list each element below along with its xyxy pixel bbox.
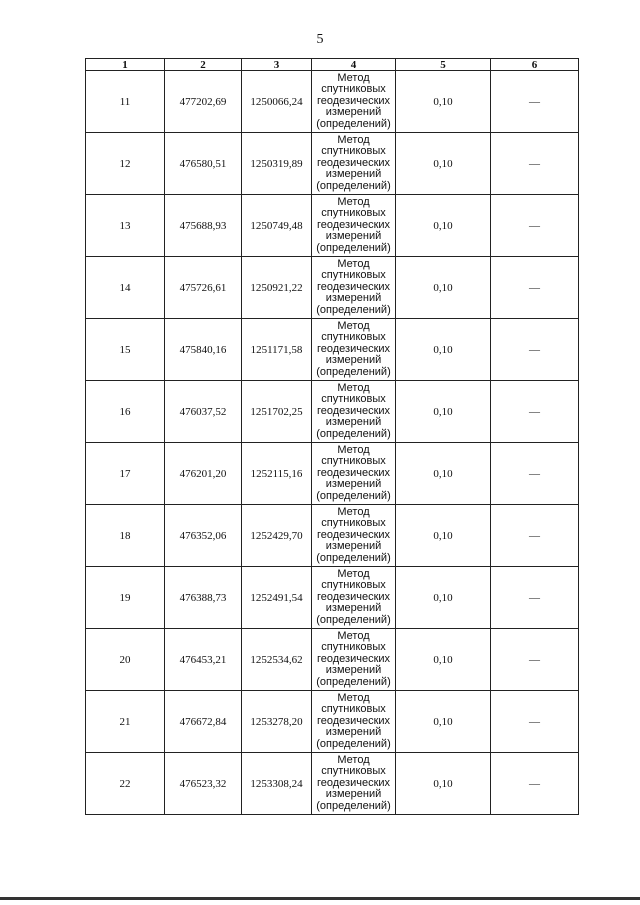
y-coordinate-cell: 1252534,62 (242, 629, 312, 691)
y-coordinate-cell: 1252115,16 (242, 443, 312, 505)
note-cell: — (491, 443, 579, 505)
header-col-4: 4 (312, 59, 396, 71)
method-line: спутниковых (321, 393, 386, 406)
accuracy-cell: 0,10 (396, 505, 491, 567)
header-col-2: 2 (165, 59, 242, 71)
header-col-6: 6 (491, 59, 579, 71)
note-cell: — (491, 195, 579, 257)
y-coordinate-cell: 1252491,54 (242, 567, 312, 629)
y-coordinate-cell: 1252429,70 (242, 505, 312, 567)
accuracy-cell: 0,10 (396, 133, 491, 195)
method-cell (312, 71, 396, 133)
note-cell: — (491, 753, 579, 815)
table-row (86, 443, 579, 505)
method-line: спутниковых (321, 145, 386, 158)
accuracy-cell: 0,10 (396, 567, 491, 629)
note-cell: — (491, 629, 579, 691)
table-row (86, 629, 579, 691)
point-number-cell: 19 (86, 567, 165, 629)
method-line: (определений) (316, 799, 391, 812)
note-cell: — (491, 505, 579, 567)
y-coordinate-cell: 1251171,58 (242, 319, 312, 381)
accuracy-cell: 0,10 (396, 257, 491, 319)
method-line: Метод (337, 567, 370, 580)
point-number-cell: 11 (86, 71, 165, 133)
bottom-scan-rule (0, 897, 640, 900)
method-line: Метод (337, 319, 370, 332)
y-coordinate-cell: 1250749,48 (242, 195, 312, 257)
method-cell (312, 381, 396, 443)
x-coordinate-cell: 476453,21 (165, 629, 242, 691)
note-cell: — (491, 691, 579, 753)
method-line: геодезических (316, 466, 391, 479)
y-coordinate-cell: 1253308,24 (242, 753, 312, 815)
method-line: Метод (337, 691, 370, 704)
method-line: (определений) (316, 737, 391, 750)
method-cell (312, 257, 396, 319)
method-line: Метод (337, 753, 370, 766)
method-cell (312, 505, 396, 567)
method-line: (определений) (316, 303, 391, 316)
method-cell (312, 691, 396, 753)
page-number: 5 (316, 32, 324, 47)
x-coordinate-cell: 476037,52 (165, 381, 242, 443)
method-line: (определений) (316, 179, 391, 192)
accuracy-cell: 0,10 (396, 443, 491, 505)
method-line: спутниковых (321, 703, 386, 716)
accuracy-cell: 0,10 (396, 629, 491, 691)
method-line: измерений (325, 416, 382, 429)
method-line: измерений (325, 354, 382, 367)
y-coordinate-cell: 1250319,89 (242, 133, 312, 195)
method-line: Метод (337, 381, 370, 394)
point-number-cell: 14 (86, 257, 165, 319)
table-row (86, 567, 579, 629)
method-line: геодезических (316, 590, 391, 603)
method-line: спутниковых (321, 517, 386, 530)
method-line: Метод (337, 629, 370, 642)
method-line: геодезических (316, 280, 391, 293)
table-row (86, 319, 579, 381)
method-line: измерений (325, 726, 382, 739)
point-number-cell: 16 (86, 381, 165, 443)
accuracy-cell: 0,10 (396, 753, 491, 815)
point-number-cell: 22 (86, 753, 165, 815)
method-cell (312, 629, 396, 691)
method-line: измерений (325, 292, 382, 305)
method-line: геодезических (316, 404, 391, 417)
x-coordinate-cell: 475726,61 (165, 257, 242, 319)
x-coordinate-cell: 475840,16 (165, 319, 242, 381)
method-line: (определений) (316, 489, 391, 502)
method-line: спутниковых (321, 641, 386, 654)
method-line: измерений (325, 106, 382, 119)
method-line: спутниковых (321, 579, 386, 592)
accuracy-cell: 0,10 (396, 381, 491, 443)
table-header-row (86, 59, 579, 71)
x-coordinate-cell: 476201,20 (165, 443, 242, 505)
accuracy-cell: 0,10 (396, 195, 491, 257)
table-row (86, 753, 579, 815)
method-line: геодезических (316, 652, 391, 665)
y-coordinate-cell: 1251702,25 (242, 381, 312, 443)
accuracy-cell: 0,10 (396, 319, 491, 381)
method-line: (определений) (316, 675, 391, 688)
method-cell (312, 753, 396, 815)
point-number-cell: 13 (86, 195, 165, 257)
method-line: Метод (337, 505, 370, 518)
header-col-3: 3 (242, 59, 312, 71)
method-line: геодезических (316, 714, 391, 727)
method-line: Метод (337, 257, 370, 270)
method-line: геодезических (316, 342, 391, 355)
method-cell (312, 195, 396, 257)
point-number-cell: 21 (86, 691, 165, 753)
method-line: спутниковых (321, 83, 386, 96)
note-cell: — (491, 567, 579, 629)
table-row (86, 691, 579, 753)
method-line: геодезических (316, 528, 391, 541)
table-row (86, 505, 579, 567)
method-line: измерений (325, 230, 382, 243)
x-coordinate-cell: 476672,84 (165, 691, 242, 753)
accuracy-cell: 0,10 (396, 691, 491, 753)
header-col-5: 5 (396, 59, 491, 71)
method-line: геодезических (316, 776, 391, 789)
x-coordinate-cell: 476388,73 (165, 567, 242, 629)
method-line: (определений) (316, 241, 391, 254)
method-line: геодезических (316, 218, 391, 231)
table-row (86, 257, 579, 319)
table-row (86, 195, 579, 257)
method-line: Метод (337, 443, 370, 456)
point-number-cell: 18 (86, 505, 165, 567)
method-line: измерений (325, 478, 382, 491)
method-line: геодезических (316, 156, 391, 169)
method-line: измерений (325, 664, 382, 677)
y-coordinate-cell: 1250921,22 (242, 257, 312, 319)
accuracy-cell: 0,10 (396, 71, 491, 133)
note-cell: — (491, 381, 579, 443)
method-line: (определений) (316, 117, 391, 130)
method-cell (312, 133, 396, 195)
coordinates-table (85, 58, 579, 815)
point-number-cell: 15 (86, 319, 165, 381)
method-line: (определений) (316, 613, 391, 626)
note-cell: — (491, 319, 579, 381)
method-line: геодезических (316, 94, 391, 107)
y-coordinate-cell: 1253278,20 (242, 691, 312, 753)
method-line: измерений (325, 168, 382, 181)
method-cell (312, 319, 396, 381)
method-cell (312, 567, 396, 629)
method-line: (определений) (316, 427, 391, 440)
method-line: (определений) (316, 551, 391, 564)
x-coordinate-cell: 476523,32 (165, 753, 242, 815)
method-line: Метод (337, 71, 370, 84)
header-col-1: 1 (86, 59, 165, 71)
method-line: измерений (325, 540, 382, 553)
point-number-cell: 12 (86, 133, 165, 195)
x-coordinate-cell: 476352,06 (165, 505, 242, 567)
method-line: Метод (337, 195, 370, 208)
note-cell: — (491, 133, 579, 195)
point-number-cell: 20 (86, 629, 165, 691)
method-line: спутниковых (321, 455, 386, 468)
y-coordinate-cell: 1250066,24 (242, 71, 312, 133)
x-coordinate-cell: 477202,69 (165, 71, 242, 133)
note-cell: — (491, 257, 579, 319)
method-cell (312, 443, 396, 505)
method-line: измерений (325, 602, 382, 615)
point-number-cell: 17 (86, 443, 165, 505)
x-coordinate-cell: 475688,93 (165, 195, 242, 257)
method-line: спутниковых (321, 765, 386, 778)
note-cell: — (491, 71, 579, 133)
method-line: спутниковых (321, 269, 386, 282)
x-coordinate-cell: 476580,51 (165, 133, 242, 195)
method-line: Метод (337, 133, 370, 146)
method-line: измерений (325, 788, 382, 801)
table-row (86, 381, 579, 443)
method-line: спутниковых (321, 207, 386, 220)
table-row (86, 71, 579, 133)
table-row (86, 133, 579, 195)
method-line: спутниковых (321, 331, 386, 344)
method-line: (определений) (316, 365, 391, 378)
